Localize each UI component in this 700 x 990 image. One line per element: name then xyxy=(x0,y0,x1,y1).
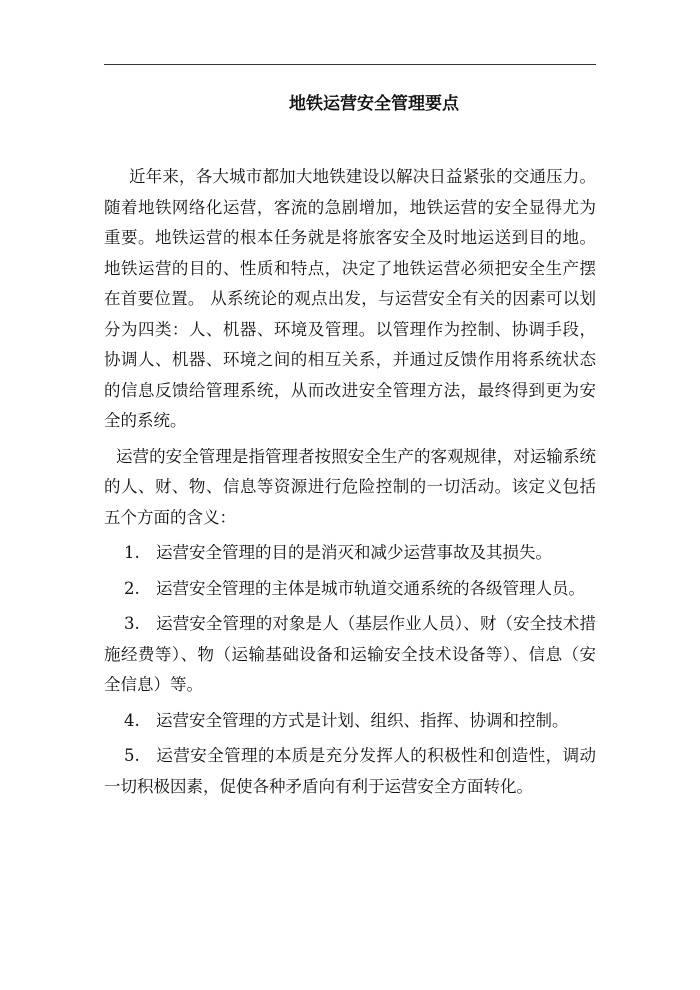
list-item xyxy=(104,741,596,802)
list-item xyxy=(104,609,596,701)
list-item xyxy=(104,574,596,605)
paragraph-intro: 近年来，各大城市都加大地铁建设以解决日益紧张的交通压力。随着地铁网络化运营，客流的急剧增加，地铁运营的安全显得尤为重要。地铁运营的根本任务就是将旅客安全及时地运送到目的地。地铁运营的目的、性质和特点，决定了地铁运营必须把安全生产摆在首要位置。 从系统论的观点出发，与运营安全有关的因素可以划分为四类：人、机器、环境及管理。以管理作为控制、协调手段，协调人、机器、环境之间的相互关系，并通过反馈作用将系统状态的信息反馈给管理系统，从而改进安全管理方法，最终得到更为安全的系统。 xyxy=(104,167,596,430)
list-item xyxy=(104,538,596,569)
list-item-number: 2. xyxy=(124,578,140,598)
list-item-text: 运营安全管理的主体是城市轨道交通系统的各级管理人员。 xyxy=(156,578,585,598)
paragraph-definition: 运营的安全管理是指管理者按照安全生产的客观规律，对运输系统的人、财、物、信息等资源进行危险控制的一切活动。该定义包括五个方面的含义： xyxy=(104,446,596,527)
list-item-number: 1. xyxy=(124,543,140,562)
list-item-number: 5. xyxy=(124,746,140,765)
list-item-text: 运营安全管理的对象是人（基层作业人员）、财（安全技术措施经费等）、物（运输基础设备和运输安全技术设备等）、信息（安全信息）等。 xyxy=(104,614,596,694)
document-body xyxy=(104,162,596,802)
list-item xyxy=(104,706,596,737)
list-item-number: 4. xyxy=(124,710,140,730)
list-item-text: 运营安全管理的目的是消灭和减少运营事故及其损失。 xyxy=(156,543,552,562)
header-rule xyxy=(104,64,596,65)
list-item-text: 运营安全管理的方式是计划、组织、指挥、协调和控制。 xyxy=(156,710,569,730)
list-item-number: 3. xyxy=(124,614,140,633)
list-item-text: 运营安全管理的本质是充分发挥人的积极性和创造性，调动一切积极因素，促使各种矛盾向有利于运营安全方面转化。 xyxy=(104,746,596,796)
document-title: 地铁运营安全管理要点 xyxy=(289,94,459,114)
